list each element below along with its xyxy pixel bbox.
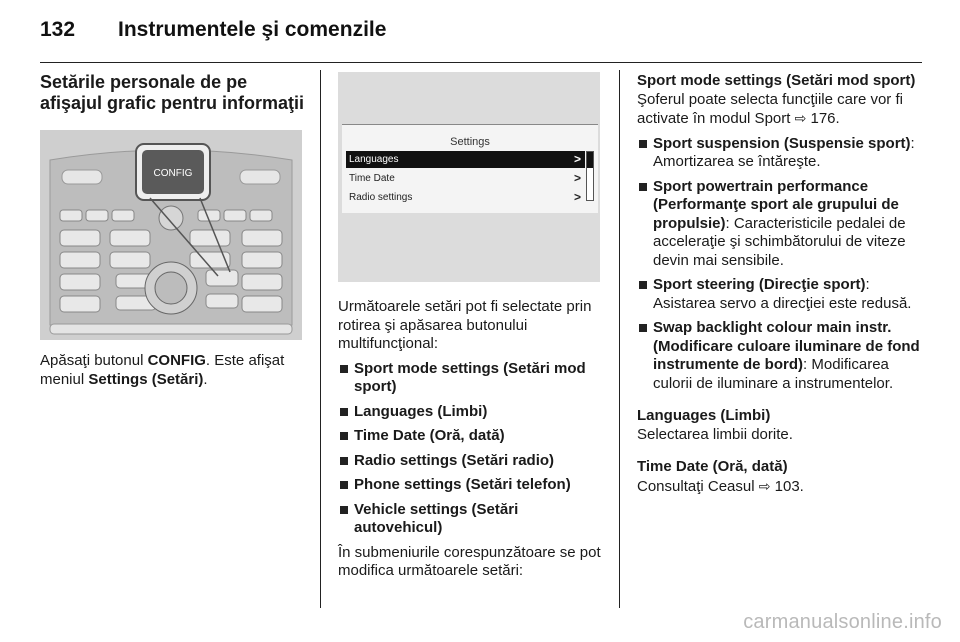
settings-menu-title: Settings (450, 136, 490, 148)
time-date-text: Consultaţi Ceasul ⇨ 103. (637, 477, 804, 495)
page-ref-icon: ⇨ (758, 477, 771, 494)
sport-options-list (637, 135, 927, 394)
chevron-right-icon: > (573, 190, 581, 204)
languages-heading: Languages (Limbi) (637, 407, 771, 424)
page-ref: 176. (810, 110, 840, 127)
page-header (40, 18, 386, 42)
radio-panel-illustration (40, 130, 302, 340)
list-item: Sport powertrain performance (Performanţe sport ale grupului de propulsie): Caracteristicile pedalei de acceleraţie şi schimbătorului de viteze devin mai sensibile. (637, 178, 927, 271)
list-item: Languages (Limbi) (338, 403, 608, 422)
list-item: Time Date (Oră, dată) (338, 427, 608, 446)
config-button-ref: CONFIG (147, 352, 206, 369)
menu-item-languages[interactable]: Languages > (346, 151, 585, 168)
time-date-heading: Time Date (Oră, dată) (637, 458, 788, 475)
intro-text: Următoarele setări pot fi selectate prin rotirea şi apăsarea butonului multifuncţional: (338, 298, 592, 352)
outro-text: În submeniurile corespunzătoare se pot modifica următoarele setări: (338, 543, 601, 579)
column-2 (338, 72, 608, 581)
list-item: Sport suspension (Suspensie sport): Amortizarea se întăreşte. (637, 135, 927, 172)
list-item: Sport mode settings (Setări mod sport) (338, 360, 608, 397)
menu-scrollbar[interactable] (586, 151, 594, 201)
column-1 (40, 72, 308, 389)
page-number: 132 (40, 18, 76, 41)
menu-item-radio-settings[interactable]: Radio settings > (349, 190, 581, 204)
instruction-text: Apăsaţi butonul CONFIG. Este afişat meniul Settings (Setări). (40, 352, 285, 388)
list-item: Radio settings (Setări radio) (338, 452, 608, 471)
header-rule (40, 62, 922, 63)
sport-mode-text: Şoferul poate selecta funcţiile care vor fi activate în modul Sport ⇨ 176. (637, 90, 903, 127)
settings-menu-ref: Settings (Setări) (88, 370, 204, 388)
section-title: Setările personale de pe afişajul grafic pentru informaţii (40, 72, 305, 113)
page-ref-icon: ⇨ (794, 110, 807, 126)
list-item: Vehicle settings (Setări autovehicul) (338, 501, 608, 538)
list-item: Swap backlight colour main instr. (Modificare culoare iluminare de fond instrumente de bord): Modificarea culorii de iluminare a instrumentelor. (637, 319, 927, 393)
list-item: Phone settings (Setări telefon) (338, 476, 608, 495)
chevron-right-icon: > (573, 171, 581, 185)
page-ref: 103. (774, 477, 804, 495)
settings-menu (342, 124, 598, 213)
page-title: Instrumentele şi comenzile (118, 18, 387, 41)
settings-list (338, 360, 608, 538)
list-item: Sport steering (Direcţie sport): Asistarea servo a direcţiei este redusă. (637, 276, 927, 313)
settings-screen (338, 72, 600, 282)
column-divider-1 (320, 70, 321, 608)
chevron-right-icon: > (573, 152, 581, 166)
config-panel-photo (40, 130, 302, 340)
config-label: CONFIG (153, 168, 193, 179)
column-divider-2 (619, 70, 620, 608)
column-3 (637, 72, 927, 496)
watermark: carmanualsonline.info (743, 611, 942, 633)
scrollbar-thumb[interactable] (587, 152, 593, 168)
sport-mode-heading: Sport mode settings (Setări mod sport) (637, 72, 916, 89)
languages-text: Selectarea limbii dorite. (637, 425, 793, 443)
menu-item-time-date[interactable]: Time Date > (349, 171, 581, 185)
